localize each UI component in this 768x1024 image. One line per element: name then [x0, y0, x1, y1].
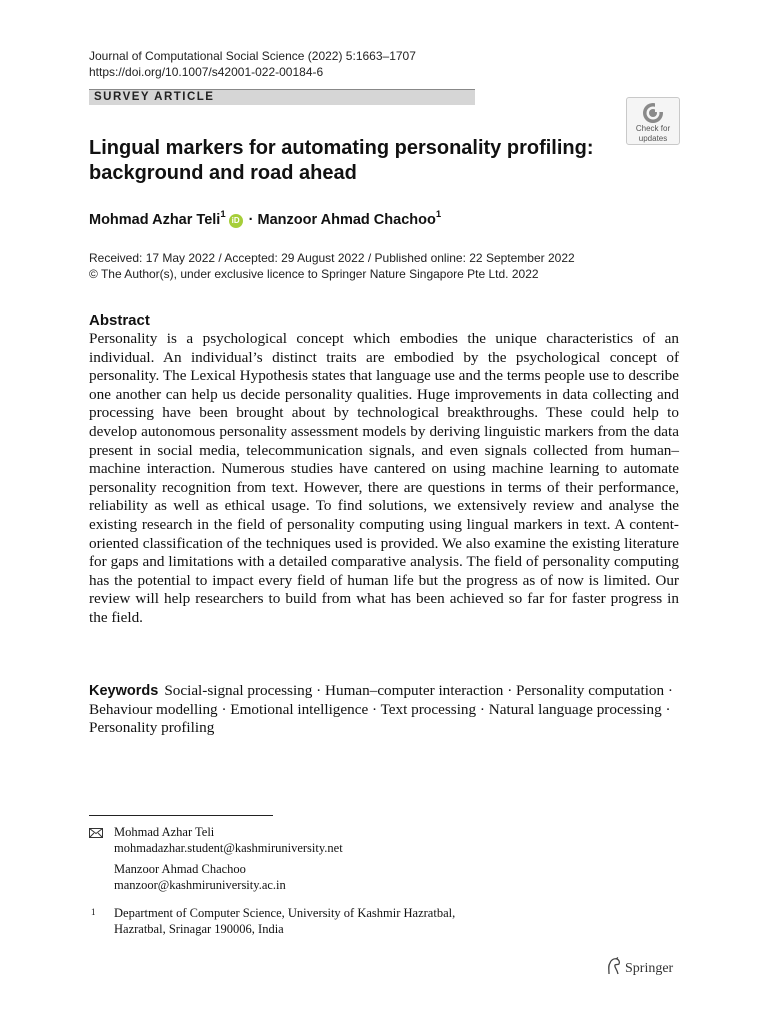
springer-horse-icon: [606, 957, 622, 975]
date-history: Received: 17 May 2022 / Accepted: 29 August 2022 / Published online: 22 September 2022: [89, 251, 575, 265]
doi-link[interactable]: https://doi.org/10.1007/s42001-022-00184-6: [89, 65, 324, 79]
abstract-text: Personality is a psychological concept which embodies the unique characteristics of an individual. An individual’s distinct traits are embodied by the psychological concept of personality. The Lexical Hypothesis states that language use and the terms people use to describe one another can help us decide personality qualities. Huge improvements in data collecting and processing have been brought about by technological breakthroughs. These could help to develop autonomous personality assessment models by deriving linguistic markers from the data present in social media, telecommunication signals, and even signals collected from human–machine interaction. Numerous studies have cantered on using machine learning to automate personality recognition from text. However, there are questions in terms of their performance, reliability as well as ethical usage. To find solutions, we extensively review and analyse the existing research in the field of personality computing using lingual markers in text. A content-oriented classification of the techniques used is provided. We also examine the existing literature for gaps and limitations with a detailed comparative analysis. The field of personality computing has the potential to impact every field of human life but the progress as of now is limited. Our review will help researchers to build from what has been achieved so far for faster progress in the field.: [89, 330, 679, 626]
article-type-band: [89, 89, 475, 105]
affiliation-marker: 1: [220, 209, 226, 220]
footnote-divider: [89, 815, 273, 816]
publisher-logo: [606, 957, 673, 979]
publication-dates: [89, 250, 709, 282]
keywords-label: Keywords: [89, 683, 159, 699]
author-separator: ·: [248, 211, 254, 228]
keywords: [89, 682, 679, 738]
orcid-icon[interactable]: iD: [229, 214, 243, 228]
check-updates-icon: [642, 102, 664, 124]
affiliation-footnote: [114, 905, 455, 937]
check-updates-line2: updates: [638, 133, 668, 143]
envelope-icon: [89, 828, 103, 838]
contact-email[interactable]: manzoor@kashmiruniversity.ac.in: [114, 878, 286, 892]
contact-email[interactable]: mohmadazhar.student@kashmiruniversity.net: [114, 841, 343, 855]
journal-header: [89, 48, 509, 80]
affiliation-marker: 1: [435, 209, 442, 220]
co-author-contact: [114, 861, 286, 893]
affiliation-footnote-marker: 1: [91, 907, 96, 917]
check-for-updates-button[interactable]: [626, 97, 680, 145]
article-title: Lingual markers for automating personality profiling: background and road ahead: [89, 137, 594, 184]
author-name[interactable]: Manzoor Ahmad Chachoo: [257, 211, 436, 228]
corresponding-author: [114, 824, 343, 856]
contact-name: Manzoor Ahmad Chachoo: [114, 862, 246, 876]
copyright-notice: © The Author(s), under exclusive licence to Springer Nature Singapore Pte Ltd. 2022: [89, 267, 539, 281]
author-list: [89, 206, 689, 230]
abstract-heading: Abstract: [89, 312, 150, 329]
check-updates-line1: Check for: [635, 124, 671, 133]
affiliation-line: Department of Computer Science, University of Kashmir Hazratbal,: [114, 906, 456, 920]
journal-citation: Journal of Computational Social Science (2022) 5:1663–1707: [89, 49, 416, 63]
author-name[interactable]: Mohmad Azhar Teli: [89, 211, 221, 228]
publisher-name: Springer: [625, 961, 674, 976]
article-type-label: SURVEY ARTICLE: [94, 91, 215, 103]
keywords-list: Social-signal processing · Human–computer interaction · Personality computation · Behaviour modelling · Emotional intelligence · Text processing · Natural language processing · Personality profiling: [89, 682, 673, 737]
contact-name: Mohmad Azhar Teli: [114, 825, 215, 839]
affiliation-line: Hazratbal, Srinagar 190006, India: [114, 922, 284, 936]
